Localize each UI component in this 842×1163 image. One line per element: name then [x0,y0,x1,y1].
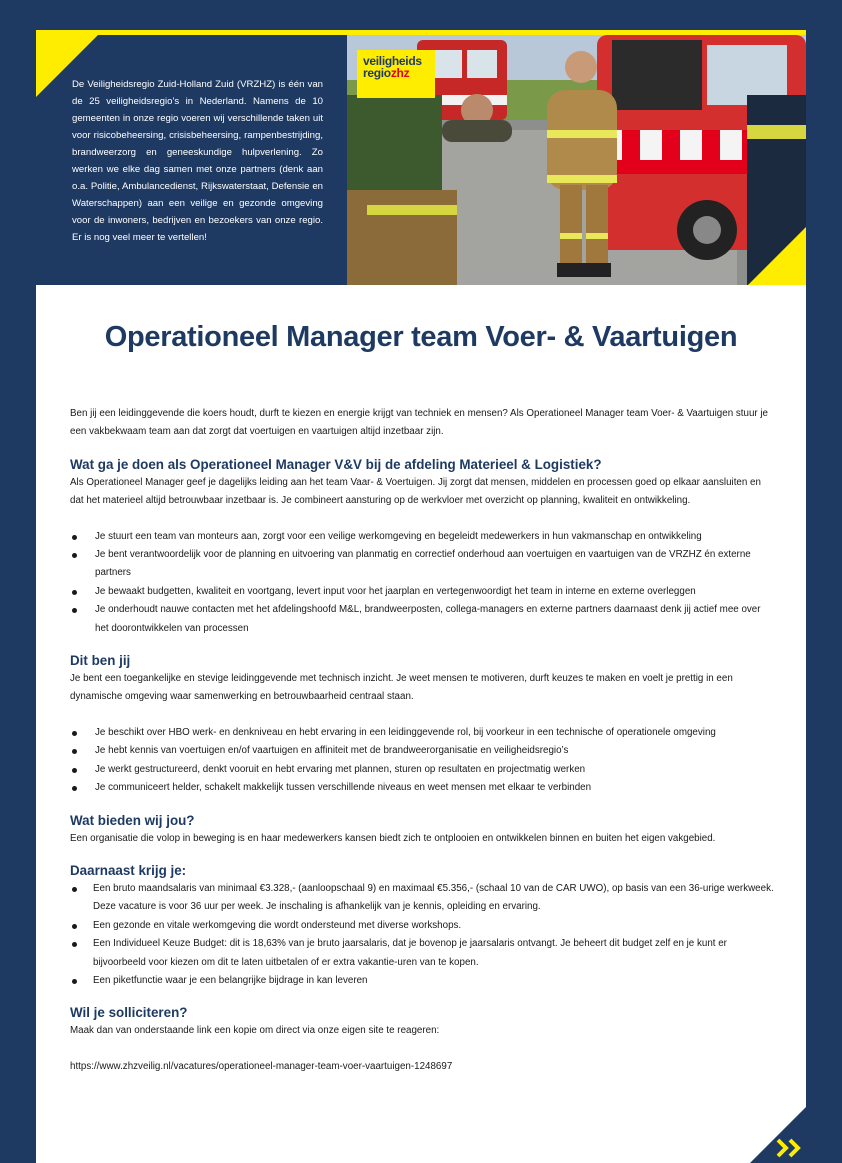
spacer [70,707,776,724]
vacancy-content [36,285,806,1163]
section-heading-apply: Wil je solliciteren? [70,1005,188,1021]
list-item-text: Je werkt gestructureerd, denkt vooruit en hebt ervaring met plannen, sturen op resultaten en projectmatig werken [95,763,586,775]
page-frame-left [0,0,36,1163]
section-text-apply: Maak dan van onderstaande link een kopie om direct via onze eigen site te reageren: [70,1025,440,1037]
list-item [70,546,776,583]
organisation-intro: De Veiligheidsregio Zuid-Holland Zuid (VRZHZ) is één van de 25 veiligheidsregio’s in Nederland. Namens de 10 gemeenten in onze regio voeren wij verschillende taken uit voor risicobeheersing, crisisbeheersing, rampenbestrijding, brandweerzorg en geneeskundige hulpverlening. Zo werken we elke dag samen met onze partners (denk aan o.a. Politie, Ambulancedienst, Rijkswaterstaat, Defensie en Waterschappen) aan een veilige en gezonde omgeving voor de inwoners, bedrijven en bezoekers van onze regio. Er is nog veel meer te vertellen! [72,79,323,243]
bullet-icon [72,768,77,773]
bullet-icon [72,786,77,791]
logo-text-veiligheids: veiligheids [363,54,422,68]
page-title: Operationeel Manager team Voer- & Vaartuigen [104,321,738,353]
list-item [70,880,776,917]
benefits-list [70,880,776,990]
list-item [70,972,776,990]
profile-list [70,724,776,798]
page-frame-right [806,0,842,1163]
header-banner [36,35,806,285]
bullet-icon [72,553,77,558]
list-item [70,583,776,601]
bullet-icon [72,535,77,540]
section-text-profile: Je bent een toegankelijke en stevige leidinggevende met technisch inzicht. Je weet mensen te motiveren, durft keuzes te maken en voelt je prettig in een dynamische omgeving waar samenwerking en betrouwbaarheid centraal staan. [70,673,733,703]
bullet-icon [72,731,77,736]
spacer [70,1041,776,1058]
section-text-offer: Een organisatie die volop in beweging is en haar medewerkers kansen biedt zich te ontplooien en ontwikkelen binnen en buiten het eigen vakgebied. [70,832,716,844]
bullet-icon [72,608,77,613]
task-list [70,528,776,638]
list-item [70,742,776,760]
intro-panel [36,35,347,285]
double-chevron-icon [776,1137,804,1159]
page-frame-top [0,0,842,30]
section-heading-offer: Wat bieden wij jou? [70,812,195,828]
yellow-corner-decoration [748,227,806,285]
list-item [70,917,776,935]
list-item [70,779,776,797]
list-item [70,935,776,972]
section-heading-benefits: Daarnaast krijg je: [70,862,187,878]
bullet-icon [72,979,77,984]
intro-paragraph: Ben jij een leidinggevende die koers houdt, durft te kiezen en energie krijgt van techniek en mensen? Als Operationeel Manager team Voer- & Vaartuigen stuur je een vakbekwaam team aan dat zorgt dat voertuigen en vaartuigen altijd inzetbaar zijn. [70,408,769,438]
vrzhz-logo [357,50,435,98]
bullet-icon [72,590,77,595]
section-text-tasks: Als Operationeel Manager geef je dagelijks leiding aan het team Vaar- & Voertuigen. Jij zorgt dat mensen, middelen en processen goed op elkaar aansluiten en dat het materieel altijd betrouwbaar inzetbaar is. Je combineert aansturing op de werkvloer met overzicht op planning, kwaliteit en ontwikkeling. [70,476,761,507]
bullet-icon [72,924,77,929]
firefighter-photo [347,35,806,285]
list-item-text: Je bewaakt budgetten, kwaliteit en voortgang, levert input voor het jaarplan en vertegenwoordigt het team in interne en externe overleggen [95,585,696,597]
logo-text-regio: regio [363,66,391,80]
list-item-text: Een Individueel Keuze Budget: dit is 18,63% van je bruto jaarsalaris, dat je bovenop je jaarsalaris ontvangt. Je beheert dit budget zelf en je kunt er bijvoorbeeld voor kiezen om dit te laten uitbetalen of er extra vakantie-uren van te kopen. [93,938,727,968]
list-item-text: Een gezonde en vitale werkomgeving die wordt ondersteund met diverse workshops. [93,919,462,931]
spacer [70,511,776,528]
list-item-text: Je onderhoudt nauwe contacten met het afdelingshoofd M&L, brandweerposten, collega-managers en externe partners daarnaast denk jij actief mee over het doorontwikkelen van processen [95,604,761,634]
list-item [70,761,776,779]
logo-text-regiozhz [363,67,429,80]
bullet-icon [72,749,77,754]
logo-text-zhz: zhz [390,66,410,80]
bullet-icon [72,942,77,947]
bullet-icon [72,887,77,892]
list-item [70,724,776,742]
list-item [70,528,776,546]
section-heading-profile: Dit ben jij [70,653,131,669]
list-item-text: Je communiceert helder, schakelt makkelijk tussen verschillende niveaus en weet mensen met elkaar te verbinden [95,782,592,794]
list-item-text: Je hebt kennis van voertuigen en/of vaartuigen en affiniteit met de brandweerorganisatie en veiligheidsregio’s [95,745,569,757]
section-heading-tasks: Wat ga je doen als Operationeel Manager V&V bij de afdeling Materieel & Logistiek? [70,456,602,472]
list-item-text: Je stuurt een team van monteurs aan, zorgt voor een veilige werkomgeving en begeleidt medewerkers in hun vakmanschap en ontwikkeling [95,530,702,542]
list-item-text: Je bent verantwoordelijk voor de planning en uitvoering van planmatig en correctief onderhoud aan voertuigen en vaartuigen van de VRZHZ én externe partners [95,549,751,579]
list-item [70,601,776,638]
list-item-text: Je beschikt over HBO werk- en denkniveau en hebt ervaring in een leidinggevende rol, bij voorkeur in een technische of operationele omgeving [95,726,716,738]
application-link[interactable]: https://www.zhzveilig.nl/vacatures/operationeel-manager-team-voer-vaartuigen-1248697 [70,1060,453,1072]
vacancy-body [70,405,776,1076]
list-item-text: Een bruto maandsalaris van minimaal €3.328,- (aanloopschaal 9) en maximaal €5.356,- (schaal 10 van de CAR UWO), op basis van een 36-urige werkweek. Deze vacature is voor 36 uur per week. Je inschaling is afhankelijk van je kennis, opleiding en ervaring. [93,882,774,913]
list-item-text: Een piketfunctie waar je een belangrijke bijdrage in kan leveren [93,974,368,986]
